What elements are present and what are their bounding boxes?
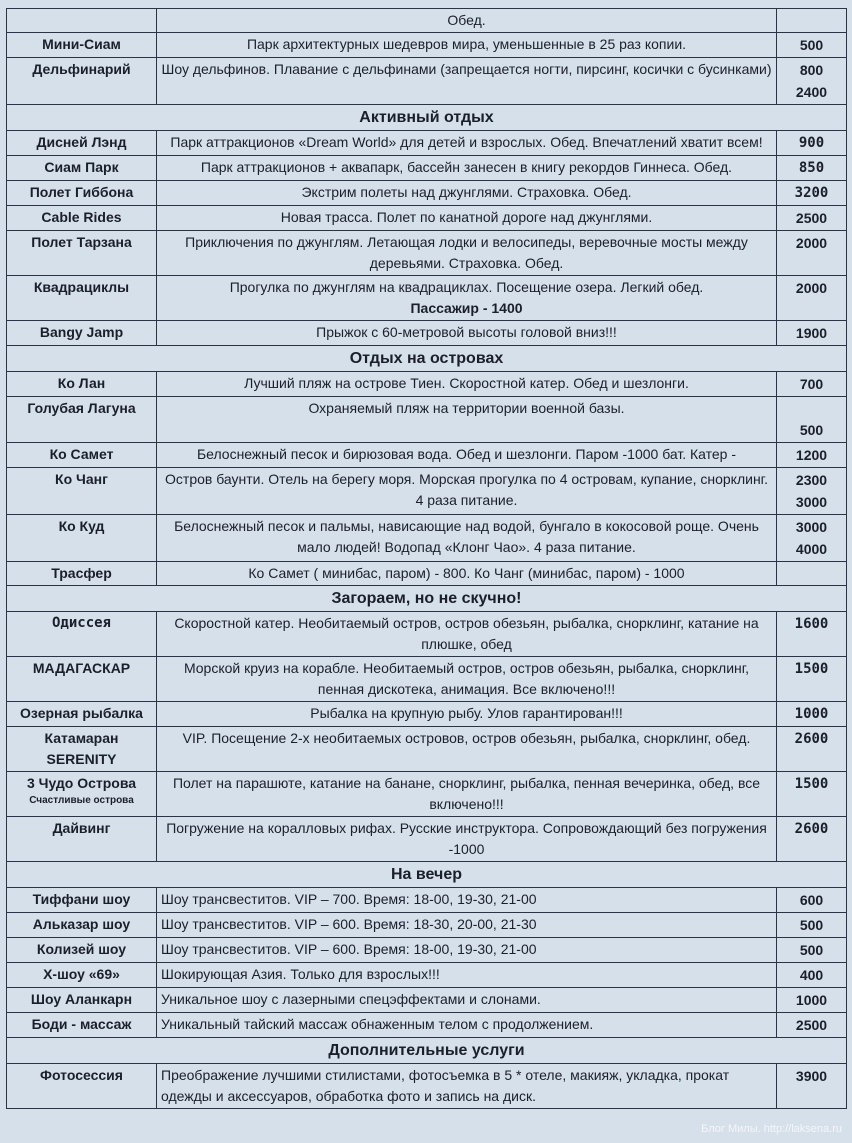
excursion-name	[7, 988, 157, 1013]
excursion-description-text: Белоснежный песок и бирюзовая вода. Обед и шезлонги. Паром -1000 бат. Катер -	[196, 446, 737, 462]
price-value: 4000	[795, 541, 828, 557]
price-value: 500	[799, 917, 824, 933]
price-value: 1000	[795, 992, 828, 1008]
excursion-name	[7, 206, 157, 231]
excursion-description	[157, 612, 777, 657]
excursion-description	[157, 515, 777, 562]
price-row	[7, 181, 847, 206]
price-value: 2400	[795, 84, 828, 100]
price-list-sheet	[6, 8, 846, 1109]
excursion-name-text: Озерная рыбалка	[20, 705, 143, 721]
excursion-price	[777, 206, 847, 231]
excursion-description	[157, 131, 777, 156]
price-value: 400	[799, 967, 824, 983]
excursion-name	[7, 515, 157, 562]
excursion-description	[157, 657, 777, 702]
excursion-description-text: Полет на парашюте, катание на банане, снорклинг, рыбалка, пенная вечеринка, обед, все включено!!!	[172, 775, 761, 812]
price-row	[7, 817, 847, 862]
excursion-price	[777, 443, 847, 468]
excursion-name	[7, 397, 157, 443]
price-value: 850	[798, 160, 825, 176]
excursion-name	[7, 1013, 157, 1038]
price-value: 2600	[794, 821, 829, 837]
price-table-body	[7, 9, 847, 1109]
excursion-price	[777, 372, 847, 397]
price-row	[7, 9, 847, 33]
excursion-description-text: Преображение лучшими стилистами, фотосъемка в 5 * отеле, макияж, укладка, прокат одежды и аксессуаров, обработка фото и запись на диск.	[161, 1067, 730, 1104]
excursion-description-text: Обед.	[447, 12, 486, 28]
price-value: 500	[799, 37, 824, 53]
excursion-price	[777, 321, 847, 346]
excursion-name	[7, 468, 157, 515]
excursion-name-text: Фотосессия	[40, 1067, 123, 1083]
excursion-name	[7, 913, 157, 938]
excursion-name-text: 3 Чудо Острова	[26, 775, 137, 791]
excursion-description	[157, 468, 777, 515]
excursion-name-text: Шоу Аланкарн	[30, 991, 133, 1007]
excursion-description-text: Шоу трансвеститов. VIP – 600. Время: 18-00, 19-30, 21-00	[161, 941, 537, 957]
excursion-description	[157, 206, 777, 231]
excursion-price	[777, 9, 847, 33]
excursion-name	[7, 702, 157, 727]
price-row	[7, 988, 847, 1013]
excursion-name	[7, 131, 157, 156]
price-row	[7, 33, 847, 58]
price-value: 700	[799, 376, 824, 392]
excursion-price	[777, 58, 847, 105]
price-row	[7, 231, 847, 276]
excursion-description-text: Погружение на коралловых рифах. Русские инструктора. Сопровождающий без погружения -1000	[166, 820, 767, 857]
excursion-description	[157, 1013, 777, 1038]
excursion-description-text: Охраняемый пляж на территории военной базы.	[308, 400, 625, 416]
excursion-name-text: Колизей шоу	[36, 941, 127, 957]
section-header	[7, 346, 847, 372]
price-row	[7, 1013, 847, 1038]
price-value: 2600	[794, 731, 829, 747]
excursion-price	[777, 33, 847, 58]
excursion-name	[7, 181, 157, 206]
excursion-description-text: Шоу дельфинов. Плавание с дельфинами (запрещается ногти, пирсинг, косички с бусинками)	[161, 61, 772, 77]
price-value: 1600	[794, 616, 829, 632]
excursion-description	[157, 276, 777, 321]
excursion-price	[777, 181, 847, 206]
excursion-name-text: Мини-Сиам	[42, 36, 121, 52]
section-header	[7, 862, 847, 888]
excursion-description	[157, 562, 777, 586]
section-header	[7, 586, 847, 612]
excursion-description	[157, 321, 777, 346]
price-row	[7, 702, 847, 727]
excursion-name-text: Ко Самет	[49, 446, 114, 462]
excursion-description-text: Морской круиз на корабле. Необитаемый остров, остров обезьян, рыбалка, снорклинг, пенная дискотека, анимация. Все включено!!!	[183, 660, 750, 697]
price-row	[7, 397, 847, 443]
excursion-name	[7, 727, 157, 772]
excursion-description	[157, 772, 777, 817]
excursion-description	[157, 156, 777, 181]
price-value	[781, 398, 842, 419]
price-value: 1500	[794, 776, 829, 792]
excursion-description	[157, 9, 777, 33]
excursion-price	[777, 657, 847, 702]
price-value: 500	[799, 422, 824, 438]
excursion-name-text: Ко Лан	[57, 375, 106, 391]
excursion-name	[7, 772, 157, 817]
price-value: 800	[799, 62, 824, 78]
excursion-name	[7, 443, 157, 468]
excursion-name-text: Cable Rides	[41, 209, 122, 225]
excursion-description-text: Шоу трансвеститов. VIP – 600. Время: 18-30, 20-00, 21-30	[161, 916, 537, 932]
excursion-price	[777, 231, 847, 276]
excursion-description	[157, 181, 777, 206]
excursion-description-text: Парк архитектурных шедевров мира, уменьшенные в 25 раз копии.	[246, 36, 687, 52]
section-title: Дополнительные услуги	[7, 1038, 847, 1064]
excursion-description	[157, 33, 777, 58]
excursion-price	[777, 817, 847, 862]
excursion-name-text: Сиам Парк	[44, 159, 119, 175]
excursion-price	[777, 612, 847, 657]
price-value: 2300	[795, 472, 828, 488]
price-value: 1000	[794, 706, 829, 722]
price-value: 3000	[795, 494, 828, 510]
excursion-name	[7, 562, 157, 586]
excursion-description-text: Экстрим полеты над джунглями. Страховка. Обед.	[301, 184, 632, 200]
excursion-name	[7, 817, 157, 862]
excursion-description	[157, 231, 777, 276]
excursion-name	[7, 963, 157, 988]
excursion-description	[157, 817, 777, 862]
price-value: 2500	[795, 1017, 828, 1033]
excursion-name-text: Альказар шоу	[32, 916, 131, 932]
section-title: На вечер	[7, 862, 847, 888]
price-row	[7, 321, 847, 346]
excursion-description-text: Рыбалка на крупную рыбу. Улов гарантирован!!!	[310, 705, 623, 721]
section-header	[7, 105, 847, 131]
excursion-name-text: Трасфер	[51, 565, 112, 581]
price-row	[7, 206, 847, 231]
excursion-name	[7, 276, 157, 321]
price-row	[7, 888, 847, 913]
excursion-name	[7, 938, 157, 963]
excursion-name-text: Ко Куд	[58, 518, 105, 534]
price-row	[7, 938, 847, 963]
excursion-name-text: Дельфинарий	[32, 61, 131, 77]
excursion-name	[7, 231, 157, 276]
excursion-description-text: Лучший пляж на острове Тиен. Скоростной катер. Обед и шезлонги.	[244, 375, 689, 391]
price-row	[7, 276, 847, 321]
price-row	[7, 443, 847, 468]
excursion-name	[7, 888, 157, 913]
excursion-price	[777, 397, 847, 443]
price-row	[7, 372, 847, 397]
excursion-description-text: Шокирующая Азия. Только для взрослых!!!	[161, 966, 440, 982]
excursion-description	[157, 913, 777, 938]
excursion-description-text: Скоростной катер. Необитаемый остров, остров обезьян, рыбалка, снорклинг, катание на плюшке, обед	[174, 615, 759, 652]
excursion-price	[777, 988, 847, 1013]
excursion-name-text: Дайвинг	[52, 820, 111, 836]
excursion-description	[157, 727, 777, 772]
excursion-name	[7, 9, 157, 33]
excursion-description	[157, 443, 777, 468]
excursion-price	[777, 913, 847, 938]
excursion-price	[777, 727, 847, 772]
price-value: 500	[799, 942, 824, 958]
excursion-description	[157, 702, 777, 727]
excursion-name	[7, 156, 157, 181]
excursion-description-text: Остров баунти. Отель на берегу моря. Морская прогулка по 4 островам, купание, снорклинг. 4 раза питание.	[165, 471, 768, 508]
excursion-description-text: Уникальное шоу с лазерными спецэффектами и слонами.	[161, 991, 541, 1007]
price-row	[7, 1064, 847, 1109]
section-title: Отдых на островах	[7, 346, 847, 372]
excursion-price	[777, 772, 847, 817]
excursion-description-text: Парк аттракционов «Dream World» для детей и взрослых. Обед. Впечатлений хватит всем!	[170, 134, 763, 150]
excursion-name	[7, 1064, 157, 1109]
excursion-description	[157, 988, 777, 1013]
excursion-description	[157, 397, 777, 443]
price-value: 3200	[794, 185, 829, 201]
price-table	[6, 8, 847, 1109]
excursion-name-text: Катамаран SERENITY	[44, 730, 119, 767]
excursion-name-text: Боди - массаж	[31, 1016, 132, 1032]
excursion-name	[7, 657, 157, 702]
price-value: 1500	[794, 661, 829, 677]
excursion-name-text: Полет Тарзана	[31, 234, 132, 250]
excursion-name-text: Х-шоу «69»	[43, 966, 120, 982]
excursion-name	[7, 372, 157, 397]
excursion-description-extra: Пассажир - 1400	[410, 300, 523, 316]
excursion-price	[777, 938, 847, 963]
excursion-description	[157, 938, 777, 963]
excursion-price	[777, 276, 847, 321]
price-row	[7, 131, 847, 156]
price-value: 2000	[795, 235, 828, 251]
price-value: 3900	[795, 1068, 828, 1084]
excursion-price	[777, 131, 847, 156]
price-row	[7, 468, 847, 515]
excursion-description	[157, 963, 777, 988]
excursion-description	[157, 58, 777, 105]
excursion-description-text: Новая трасса. Полет по канатной дороге над джунглями.	[280, 209, 653, 225]
excursion-name	[7, 321, 157, 346]
excursion-name-text: Тиффани шоу	[32, 891, 131, 907]
price-value: 1200	[795, 447, 828, 463]
excursion-price	[777, 1013, 847, 1038]
price-row	[7, 772, 847, 817]
price-row	[7, 913, 847, 938]
excursion-description-text: Парк аттракционов + аквапарк, бассейн занесен в книгу рекордов Гиннеса. Обед.	[200, 159, 733, 175]
excursion-price	[777, 515, 847, 562]
price-value: 3000	[795, 519, 828, 535]
excursion-name-text: Дисней Лэнд	[36, 134, 127, 150]
excursion-description-text: VIP. Посещение 2-х необитаемых островов, остров обезьян, рыбалка, снорклинг, обед.	[182, 730, 751, 746]
excursion-description-text: Прыжок с 60-метровой высоты головой вниз!!!	[316, 324, 617, 340]
section-title: Активный отдых	[7, 105, 847, 131]
section-title: Загораем, но не скучно!	[7, 586, 847, 612]
excursion-name-text: МАДАГАСКАР	[32, 660, 131, 676]
excursion-price	[777, 156, 847, 181]
price-row	[7, 963, 847, 988]
excursion-description	[157, 888, 777, 913]
excursion-name	[7, 58, 157, 105]
excursion-description-text: Уникальный тайский массаж обнаженным телом с продолжением.	[161, 1016, 594, 1032]
excursion-price	[777, 963, 847, 988]
excursion-description-text: Ко Самет ( минибас, паром) - 800. Ко Чанг (минибас, паром) - 1000	[248, 565, 685, 581]
excursion-name-text: Полет Гиббона	[29, 184, 134, 200]
price-value: 2500	[795, 210, 828, 226]
excursion-description-text: Шоу трансвеститов. VIP – 700. Время: 18-00, 19-30, 21-00	[161, 891, 537, 907]
price-row	[7, 657, 847, 702]
excursion-name-text: Bangy Jamp	[39, 324, 124, 340]
excursion-subtitle: Счастливые острова	[29, 795, 134, 806]
price-row	[7, 58, 847, 105]
excursion-description	[157, 372, 777, 397]
price-value: 1900	[795, 325, 828, 341]
price-row	[7, 156, 847, 181]
section-header	[7, 1038, 847, 1064]
excursion-price	[777, 562, 847, 586]
excursion-name-text: Одиссея	[51, 615, 111, 631]
price-row	[7, 612, 847, 657]
excursion-description-text: Белоснежный песок и пальмы, нависающие над водой, бунгало в кокосовой роще. Очень мало людей! Водопад «Клонг Чао». 4 раза питание.	[174, 518, 759, 555]
excursion-description-text: Прогулка по джунглям на квадрациклах. Посещение озера. Легкий обед.	[229, 279, 704, 295]
excursion-price	[777, 1064, 847, 1109]
price-value: 600	[799, 892, 824, 908]
price-row	[7, 562, 847, 586]
excursion-name	[7, 33, 157, 58]
price-value: 900	[798, 135, 825, 151]
excursion-name-text: Голубая Лагуна	[27, 400, 136, 416]
price-value: 2000	[795, 280, 828, 296]
price-row	[7, 727, 847, 772]
excursion-description	[157, 1064, 777, 1109]
excursion-description-text: Приключения по джунглям. Летающая лодки и велосипеды, веревочные мосты между деревьями. Страховка. Обед.	[185, 234, 748, 271]
excursion-price	[777, 702, 847, 727]
excursion-name	[7, 612, 157, 657]
excursion-price	[777, 888, 847, 913]
blog-footer: Блог Милы. http://laksena.ru	[701, 1123, 842, 1135]
price-row	[7, 515, 847, 562]
excursion-name-text: Квадрациклы	[33, 279, 130, 295]
excursion-price	[777, 468, 847, 515]
excursion-name-text: Ко Чанг	[55, 471, 108, 487]
